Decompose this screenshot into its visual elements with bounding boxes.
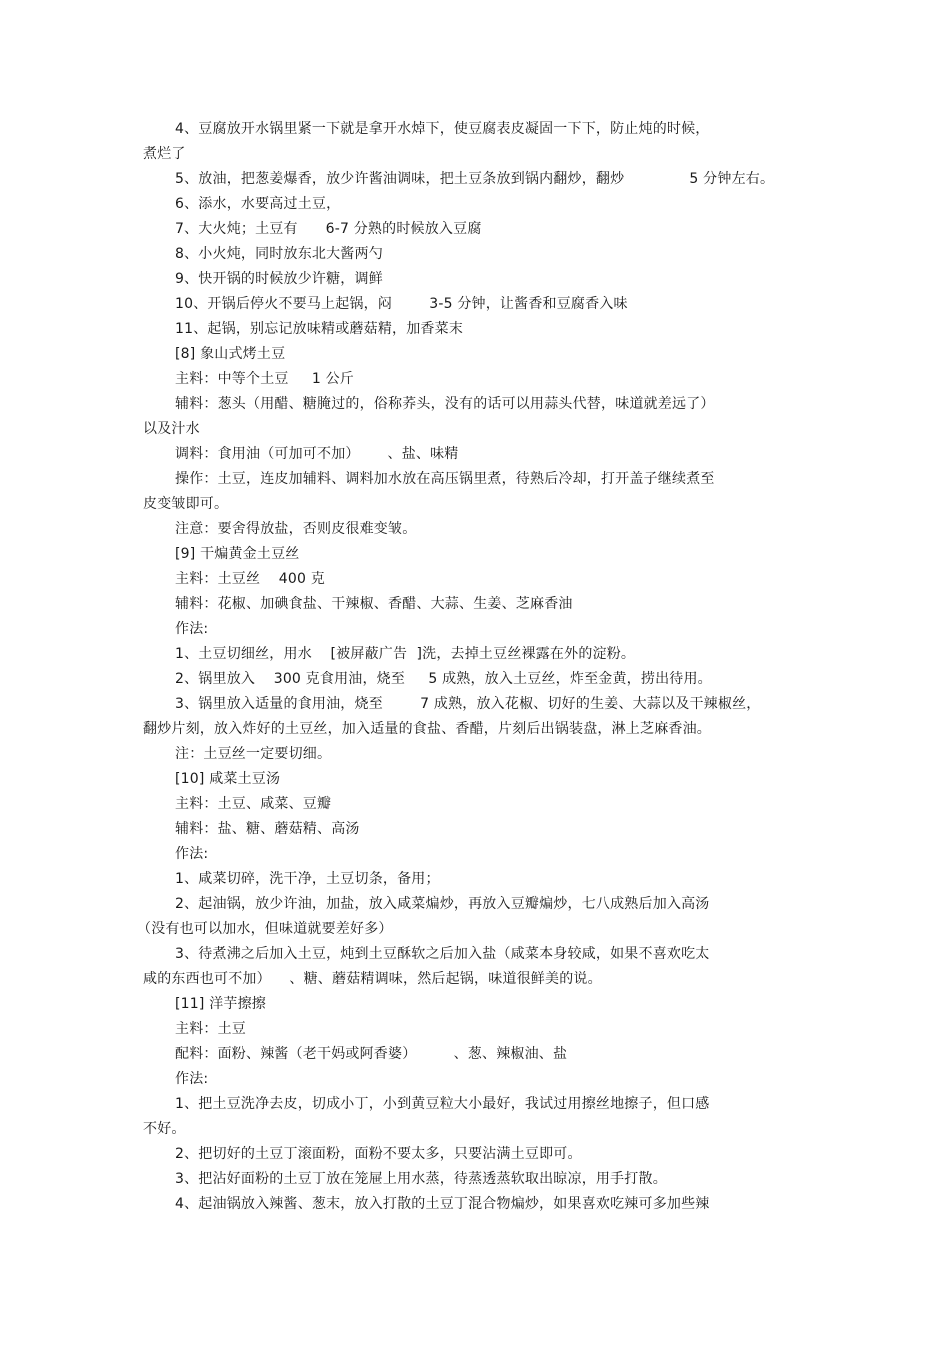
text-line: 2、起油锅，放少许油，加盐，放入咸菜煸炒，再放入豆瓣煸炒，七八成熟后加入高汤 (175, 896, 710, 912)
text-line: 注：土豆丝一定要切细。 (175, 746, 332, 762)
text-line: 辅料：葱头（用醋、糖腌过的，俗称荞头，没有的话可以用蒜头代替，味道就差远了） (175, 396, 715, 412)
text-line: 翻炒片刻，放入炸好的土豆丝，加入适量的食盐、香醋，片刻后出锅装盘，淋上芝麻香油。 (143, 721, 711, 737)
text-line: 1、把土豆洗净去皮，切成小丁，小到黄豆粒大小最好，我试过用擦丝地擦子，但口感 (175, 1096, 710, 1112)
text-line: 2、把切好的土豆丁滚面粉，面粉不要太多，只要沾满土豆即可。 (175, 1146, 582, 1162)
text-line: 1、咸菜切碎，洗干净，土豆切条，备用； (175, 871, 440, 887)
text-line: 11、起锅，别忘记放味精或蘑菇精，加香菜末 (175, 321, 464, 337)
section-heading: [9] 干煸黄金土豆丝 (175, 546, 300, 562)
text-line: 10、开锅后停火不要马上起锅，闷 3-5 分钟，让酱香和豆腐香入味 (175, 296, 628, 312)
text-line: 主料：土豆、咸菜、豆瓣 (175, 796, 332, 812)
text-line: 主料：中等个土豆 1 公斤 (175, 371, 355, 387)
text-line: 5、放油，把葱姜爆香，放少许酱油调味，把土豆条放到锅内翻炒，翻炒 5 分钟左右。 (175, 171, 775, 187)
text-line: 6、添水，水要高过土豆， (175, 196, 341, 212)
text-line: 主料：土豆 (175, 1021, 246, 1037)
text-line: 以及汁水 (143, 421, 200, 437)
section-heading: [8] 象山式烤土豆 (175, 346, 286, 362)
text-line: 辅料：盐、糖、蘑菇精、高汤 (175, 821, 360, 837)
text-line: 不好。 (143, 1121, 186, 1137)
text-line: 3、锅里放入适量的食用油，烧至 7 成熟，放入花椒、切好的生姜、大蒜以及干辣椒丝， (175, 696, 761, 712)
text-line: 7、大火炖；土豆有 6-7 分熟的时候放入豆腐 (175, 221, 482, 237)
text-line: 咸的东西也可不加） 、糖、蘑菇精调味，然后起锅，味道很鲜美的说。 (143, 971, 602, 987)
text-line: 2、锅里放入 300 克食用油，烧至 5 成熟，放入土豆丝，炸至金黄，捞出待用。 (175, 671, 712, 687)
text-line: 3、把沾好面粉的土豆丁放在笼屉上用水蒸，待蒸透蒸软取出晾凉，用手打散。 (175, 1171, 667, 1187)
text-line: 作法: (175, 621, 209, 637)
text-line: 注意：要舍得放盐，否则皮很难变皱。 (175, 521, 417, 537)
text-line: 煮烂了 (143, 146, 186, 162)
text-line: 作法: (175, 846, 209, 862)
text-line: 1、土豆切细丝，用水 [被屏蔽广告 ]洗，去掉土豆丝裸露在外的淀粉。 (175, 646, 636, 662)
text-line: 3、待煮沸之后加入土豆，炖到土豆酥软之后加入盐（咸菜本身较咸，如果不喜欢吃太 (175, 946, 710, 962)
text-line: 4、豆腐放开水锅里紧一下就是拿开水焯下，使豆腐表皮凝固一下下，防止炖的时候， (175, 121, 710, 137)
text-line: 配料：面粉、辣酱（老干妈或阿香婆） 、葱、辣椒油、盐 (175, 1046, 568, 1062)
text-line: 8、小火炖，同时放东北大酱两勺 (175, 246, 383, 262)
text-line: 操作：土豆，连皮加辅料、调料加水放在高压锅里煮，待熟后冷却，打开盖子继续煮至 (175, 471, 715, 487)
text-line: 皮变皱即可。 (143, 496, 229, 512)
text-line: 作法: (175, 1071, 209, 1087)
section-heading: [10] 咸菜土豆汤 (175, 771, 281, 787)
text-line: 9、快开锅的时候放少许糖，调鲜 (175, 271, 383, 287)
text-line: 4、起油锅放入辣酱、葱末，放入打散的土豆丁混合物煸炒，如果喜欢吃辣可多加些辣 (175, 1196, 710, 1212)
text-line: 辅料：花椒、加碘食盐、干辣椒、香醋、大蒜、生姜、芝麻香油 (175, 596, 573, 612)
text-line: （没有也可以加水，但味道就要差好多） (137, 921, 393, 937)
text-line: 调料：食用油（可加可不加） 、盐、味精 (175, 446, 459, 462)
text-line: 主料：土豆丝 400 克 (175, 571, 325, 587)
section-heading: [11] 洋芋擦擦 (175, 996, 266, 1012)
